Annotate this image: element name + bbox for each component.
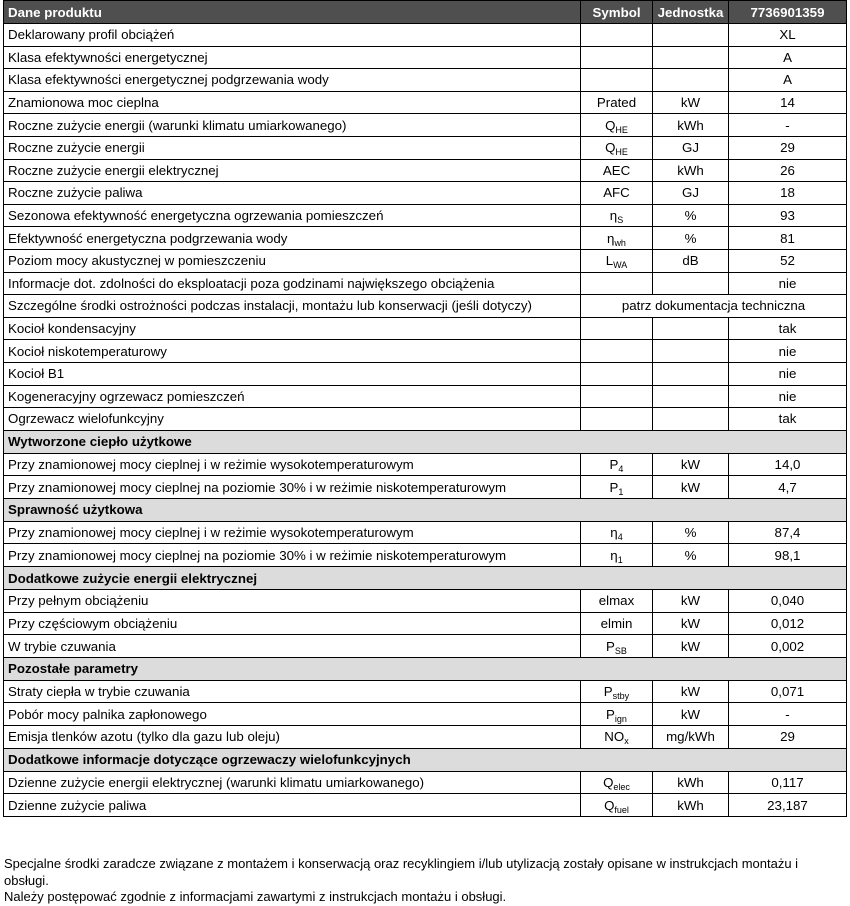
symbol-main: Q [603,774,614,790]
parameter-symbol [581,249,653,272]
parameter-symbol [581,680,653,703]
parameter-value: 52 [729,249,847,272]
parameter-name: Kogeneracyjny ogrzewacz pomieszczeń [4,385,581,408]
symbol-subscript: elec [613,781,630,792]
table-row [4,182,847,205]
symbol-subscript: WA [613,260,628,271]
table-row [4,453,847,476]
parameter-unit: kW [653,453,729,476]
parameter-value: 93 [729,204,847,227]
symbol-main: elmax [598,593,635,609]
parameter-value: 0,040 [729,590,847,613]
table-row [4,703,847,726]
symbol-main: AEC [602,162,631,178]
table-row [4,362,847,385]
parameter-unit [653,408,729,431]
table-row [4,544,847,567]
parameter-value: 0,117 [729,771,847,794]
parameter-symbol [581,69,653,92]
parameter-symbol [581,590,653,613]
parameter-unit: kWh [653,159,729,182]
parameter-symbol [581,136,653,159]
parameter-symbol [581,272,653,295]
parameter-value: patrz dokumentacja techniczna [581,295,847,318]
parameter-symbol [581,544,653,567]
parameter-unit: kW [653,635,729,658]
parameter-name: Dzienne zużycie paliwa [4,794,581,817]
section-title: Dodatkowe informacje dotyczące ogrzewaczy wielofunkcyjnych [4,748,847,771]
parameter-unit: % [653,204,729,227]
parameter-value: - [729,703,847,726]
symbol-main: P [603,684,613,700]
table-row [4,408,847,431]
parameter-symbol [581,794,653,817]
table-body [4,24,847,817]
parameter-value: - [729,114,847,137]
parameter-unit: kW [653,590,729,613]
parameter-value: 18 [729,182,847,205]
parameter-name: Kocioł niskotemperaturowy [4,340,581,363]
table-row [4,159,847,182]
section-header-row [4,498,847,521]
parameter-symbol [581,521,653,544]
parameter-symbol [581,453,653,476]
parameter-name: Straty ciepła w trybie czuwania [4,680,581,703]
table-row [4,317,847,340]
parameter-unit: kW [653,680,729,703]
table-row [4,771,847,794]
parameter-symbol [581,227,653,250]
parameter-symbol [581,362,653,385]
table-row [4,24,847,47]
symbol-subscript: fuel [614,804,629,815]
parameter-name: Kocioł kondensacyjny [4,317,581,340]
symbol-main: L [605,253,614,269]
parameter-value: nie [729,340,847,363]
parameter-unit: mg/kWh [653,726,729,749]
parameter-symbol [581,408,653,431]
table-row [4,295,847,318]
parameter-value: A [729,46,847,69]
parameter-name: Znamionowa moc cieplna [4,91,581,114]
symbol-main: η [610,547,618,563]
parameter-value: XL [729,24,847,47]
table-row [4,385,847,408]
parameter-unit: kW [653,91,729,114]
parameter-value: 26 [729,159,847,182]
symbol-subscript: SB [614,645,627,656]
parameter-unit: kWh [653,771,729,794]
parameter-value: tak [729,408,847,431]
symbol-main: η [607,230,615,246]
parameter-value: A [729,69,847,92]
table-row [4,521,847,544]
parameter-unit [653,46,729,69]
parameter-symbol [581,635,653,658]
parameter-value: 4,7 [729,476,847,499]
parameter-unit [653,69,729,92]
footnote-line: Należy postępować zgodnie z informacjami zawartymi z instrukcjach montażu i obsługi. [4,889,507,904]
parameter-name: Efektywność energetyczna podgrzewania wody [4,227,581,250]
parameter-value: 29 [729,726,847,749]
symbol-subscript: stby [612,691,630,702]
symbol-main: elmin [600,615,633,631]
parameter-symbol [581,46,653,69]
parameter-symbol [581,385,653,408]
symbol-subscript: wh [614,237,626,248]
parameter-value: tak [729,317,847,340]
parameter-symbol [581,703,653,726]
table-row [4,612,847,635]
symbol-subscript: 1 [618,486,624,497]
parameter-symbol [581,114,653,137]
parameter-name: Dzienne zużycie energii elektrycznej (warunki klimatu umiarkowanego) [4,771,581,794]
table-row [4,249,847,272]
parameter-symbol [581,771,653,794]
parameter-name: Roczne zużycie paliwa [4,182,581,205]
parameter-unit [653,340,729,363]
section-header-row [4,430,847,453]
parameter-symbol [581,159,653,182]
table-row [4,680,847,703]
symbol-main: P [609,456,619,472]
symbol-subscript: 4 [618,463,624,474]
parameter-symbol [581,91,653,114]
parameter-value: 87,4 [729,521,847,544]
parameter-unit: kWh [653,114,729,137]
symbol-main: η [610,525,618,541]
parameter-symbol [581,612,653,635]
symbol-main: Q [605,140,616,156]
table-row [4,69,847,92]
symbol-subscript: 1 [617,554,623,565]
symbol-main: P [606,638,615,654]
parameter-name: W trybie czuwania [4,635,581,658]
symbol-main: AFC [603,185,630,201]
table-row [4,590,847,613]
table-row [4,46,847,69]
parameter-value: 0,002 [729,635,847,658]
parameter-value: 0,071 [729,680,847,703]
symbol-subscript: HE [615,124,628,135]
parameter-value: 81 [729,227,847,250]
parameter-unit: % [653,227,729,250]
parameter-unit: dB [653,249,729,272]
parameter-name: Klasa efektywności energetycznej podgrzewania wody [4,69,581,92]
parameter-name: Roczne zużycie energii [4,136,581,159]
parameter-unit: % [653,521,729,544]
parameter-value: 14,0 [729,453,847,476]
parameter-name: Roczne zużycie energii (warunki klimatu umiarkowanego) [4,114,581,137]
header-model-number: 7736901359 [729,1,847,24]
parameter-unit: % [653,544,729,567]
header-product-data: Dane produktu [4,1,581,24]
symbol-subscript: HE [615,147,628,158]
parameter-name: Klasa efektywności energetycznej [4,46,581,69]
symbol-subscript: x [624,736,629,747]
section-title: Wytworzone ciepło użytkowe [4,430,847,453]
parameter-value: 98,1 [729,544,847,567]
parameter-name: Emisja tlenków azotu (tylko dla gazu lub oleju) [4,726,581,749]
parameter-unit [653,24,729,47]
table-row [4,476,847,499]
section-header-row [4,748,847,771]
parameter-symbol [581,317,653,340]
parameter-unit [653,362,729,385]
parameter-value: nie [729,362,847,385]
parameter-value: 14 [729,91,847,114]
parameter-unit [653,317,729,340]
parameter-unit [653,272,729,295]
parameter-symbol [581,340,653,363]
parameter-symbol [581,476,653,499]
symbol-main: P [606,706,615,722]
section-title: Sprawność użytkowa [4,498,847,521]
parameter-unit: GJ [653,136,729,159]
footnote [4,856,846,906]
parameter-unit: GJ [653,182,729,205]
symbol-subscript: S [617,215,624,226]
section-header-row [4,657,847,680]
table-row [4,91,847,114]
symbol-main: η [609,208,618,224]
parameter-value: 0,012 [729,612,847,635]
parameter-name: Szczególne środki ostrożności podczas instalacji, montażu lub konserwacji (jeśli dotyczy) [4,295,581,318]
symbol-main: Prated [596,95,637,111]
table-header-row [4,1,847,24]
parameter-name: Przy częściowym obciążeniu [4,612,581,635]
parameter-name: Przy znamionowej mocy cieplnej na poziomie 30% i w reżimie niskotemperaturowym [4,544,581,567]
parameter-name: Roczne zużycie energii elektrycznej [4,159,581,182]
symbol-subscript: 4 [617,532,623,543]
parameter-name: Przy znamionowej mocy cieplnej i w reżimie wysokotemperaturowym [4,521,581,544]
footnote-line: Specjalne środki zaradcze związane z montażem i konserwacją oraz recyklingiem i/lub utylizacją zostały opisane w instrukcjach montażu i obsługi. [4,856,799,888]
parameter-value: nie [729,385,847,408]
parameter-unit: kWh [653,794,729,817]
parameter-name: Przy znamionowej mocy cieplnej na poziomie 30% i w reżimie niskotemperaturowym [4,476,581,499]
parameter-unit [653,385,729,408]
parameter-name: Przy znamionowej mocy cieplnej i w reżimie wysokotemperaturowym [4,453,581,476]
parameter-name: Kocioł B1 [4,362,581,385]
table-row [4,635,847,658]
parameter-name: Informacje dot. zdolności do eksploatacji poza godzinami największego obciążenia [4,272,581,295]
table-row [4,227,847,250]
product-data-table [3,0,847,817]
parameter-name: Sezonowa efektywność energetyczna ogrzewania pomieszczeń [4,204,581,227]
parameter-symbol [581,726,653,749]
symbol-main: P [609,479,619,495]
header-unit: Jednostka [653,1,729,24]
parameter-unit: kW [653,476,729,499]
parameter-name: Ogrzewacz wielofunkcyjny [4,408,581,431]
parameter-unit: kW [653,703,729,726]
parameter-symbol [581,24,653,47]
table-row [4,794,847,817]
parameter-name: Przy pełnym obciążeniu [4,590,581,613]
section-header-row [4,567,847,590]
symbol-main: Q [604,797,615,813]
parameter-name: Deklarowany profil obciążeń [4,24,581,47]
parameter-name: Poziom mocy akustycznej w pomieszczeniu [4,249,581,272]
section-title: Pozostałe parametry [4,657,847,680]
table-row [4,114,847,137]
parameter-symbol [581,182,653,205]
parameter-name: Pobór mocy palnika zapłonowego [4,703,581,726]
parameter-value: 23,187 [729,794,847,817]
symbol-main: NO [604,729,625,745]
table-row [4,204,847,227]
parameter-value: 29 [729,136,847,159]
parameter-unit: kW [653,612,729,635]
parameter-value: nie [729,272,847,295]
parameter-symbol [581,204,653,227]
table-row [4,726,847,749]
symbol-subscript: ign [614,713,627,724]
table-row [4,272,847,295]
header-symbol: Symbol [581,1,653,24]
table-row [4,136,847,159]
symbol-main: Q [605,117,616,133]
section-title: Dodatkowe zużycie energii elektrycznej [4,567,847,590]
table-row [4,340,847,363]
